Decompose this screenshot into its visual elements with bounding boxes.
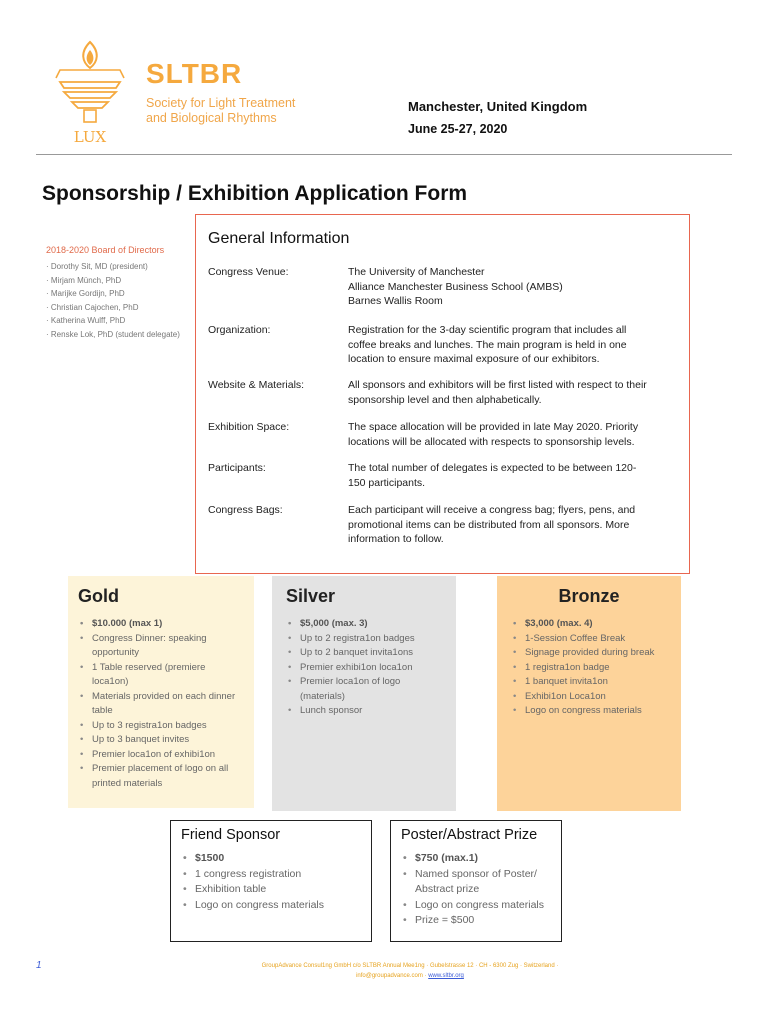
list-item: • Materials provided on each dinner table [78, 690, 244, 719]
event-dates: June 25-27, 2020 [408, 122, 508, 136]
silver-tier-title: Silver [286, 586, 336, 606]
general-information-box [195, 214, 690, 574]
info-value: Registration for the 3-day scientific program that includes all coffee breaks and lunches. The main program is held in one location to ensure maximal exposure of our exhibitors. [348, 324, 627, 365]
website-link[interactable]: www.sltbr.org [428, 973, 464, 979]
header-divider [36, 154, 732, 155]
bronze-tier-list [511, 617, 667, 719]
footer [140, 961, 680, 981]
list-item: • 1-Session Coffee Break [511, 632, 667, 647]
org-acronym: SLTBR [146, 58, 243, 89]
info-value: The University of Manchester Alliance Manchester Business School (AMBS) Barnes Wallis Room [348, 266, 563, 307]
list-item: • $750 (max.1) [401, 851, 551, 867]
page-title: Sponsorship / Exhibition Application Form [42, 182, 468, 205]
list-item: • Named sponsor of Poster/ Abstract prize [401, 867, 551, 898]
list-item: • $10.000 (max 1) [78, 617, 244, 632]
list-item: • 1 Table reserved (premiere loca1on) [78, 661, 244, 690]
logo-text: LUX [73, 128, 107, 146]
poster-prize-list [401, 851, 551, 929]
list-item: • Premier exhibi1on loca1on [286, 661, 442, 676]
list-item: • $1500 [181, 851, 361, 867]
list-item: • Congress Dinner: speaking opportunity [78, 632, 244, 661]
list-item: • 1 congress registration [181, 867, 361, 883]
org-name-line2: and Biological Rhythms [146, 111, 277, 125]
friend-sponsor-list [181, 851, 361, 913]
list-item: • Up to 2 registra1on badges [286, 632, 442, 647]
info-value: Each participant will receive a congress bag; flyers, pens, and promotional items can be distributed from all sponsors. More information to follow. [348, 504, 636, 545]
list-item: • Up to 3 registra1on badges [78, 719, 244, 734]
event-location: Manchester, United Kingdom [408, 99, 588, 114]
info-value: The total number of delegates is expected to be between 120-150 participants. [348, 462, 637, 489]
bronze-tier-title: Bronze [558, 586, 620, 606]
list-item: • Logo on congress materials [511, 704, 667, 719]
friend-sponsor-title: Friend Sponsor [181, 827, 281, 843]
info-label: Congress Venue: [208, 266, 289, 278]
board-member: · Mirjam Münch, PhD [46, 274, 196, 288]
gold-tier-box [68, 576, 254, 808]
general-information-title: General Information [208, 230, 350, 247]
list-item: • $5,000 (max. 3) [286, 617, 442, 632]
sltbr-lux-logo [50, 38, 130, 148]
info-label: Organization: [208, 324, 271, 336]
list-item: • Exhibi1on Loca1on [511, 690, 667, 705]
board-title: 2018-2020 Board of Directors [46, 245, 165, 255]
footer-address: GroupAdvance Consul1ng GmbH c/o SLTBR Annual Mee1ng · Gubelstrasse 12 · CH - 6300 Zug · Switzerland · [261, 963, 559, 969]
info-label: Congress Bags: [208, 504, 283, 516]
footer-contact [140, 971, 680, 981]
page-number: 1 [36, 960, 42, 971]
info-label: Website & Materials: [208, 379, 305, 391]
list-item: • Logo on congress materials [401, 898, 551, 914]
info-value: All sponsors and exhibitors will be first listed with respect to their sponsorship level and then alphabetically. [348, 379, 647, 406]
list-item: • Premier placement of logo on all printed materials [78, 762, 244, 791]
org-name-line1: Society for Light Treatment [146, 96, 296, 110]
silver-tier-box [272, 576, 456, 811]
list-item: • Lunch sponsor [286, 704, 442, 719]
board-member: · Dorothy Sit, MD (president) [46, 260, 196, 274]
list-item: • $3,000 (max. 4) [511, 617, 667, 632]
gold-tier-title: Gold [78, 586, 119, 606]
list-item: • Up to 3 banquet invites [78, 733, 244, 748]
list-item: • Signage provided during break [511, 646, 667, 661]
board-member: · Renske Lok, PhD (student delegate) [46, 328, 196, 342]
info-value: The space allocation will be provided in late May 2020. Priority locations will be allocated with respects to sponsorship levels. [348, 421, 639, 448]
list-item: • 1 registra1on badge [511, 661, 667, 676]
list-item: • Prize = $500 [401, 913, 551, 929]
board-member: · Christian Cajochen, PhD [46, 301, 196, 315]
list-item: • Exhibition table [181, 882, 361, 898]
board-list [46, 260, 196, 341]
list-item: • Up to 2 banquet invita1ons [286, 646, 442, 661]
footer-email: info@groupadvance.com [356, 973, 423, 979]
list-item: • 1 banquet invita1on [511, 675, 667, 690]
info-label: Exhibition Space: [208, 421, 290, 433]
org-name [146, 96, 295, 126]
board-of-directors [46, 245, 196, 341]
poster-prize-box [390, 820, 562, 942]
list-item: • Premier loca1on of logo (materials) [286, 675, 442, 704]
info-label: Participants: [208, 462, 266, 474]
friend-sponsor-box [170, 820, 372, 942]
board-member: · Marijke Gordijn, PhD [46, 287, 196, 301]
list-item: • Premier loca1on of exhibi1on [78, 748, 244, 763]
silver-tier-list [286, 617, 442, 719]
bronze-tier-box [497, 576, 681, 811]
poster-prize-title: Poster/Abstract Prize [401, 827, 538, 843]
gold-tier-list [78, 617, 244, 791]
board-member: · Katherina Wulff, PhD [46, 314, 196, 328]
footer-separator: · [422, 973, 429, 979]
list-item: • Logo on congress materials [181, 898, 361, 914]
